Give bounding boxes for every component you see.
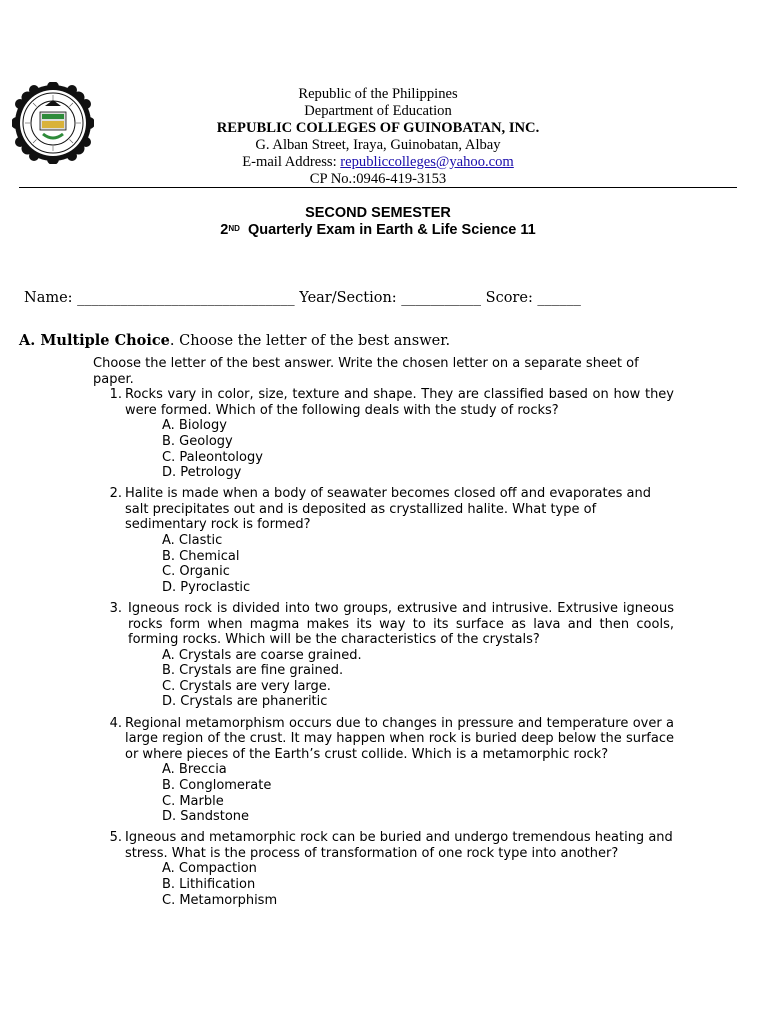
header-school-name: REPUBLIC COLLEGES OF GUINOBATAN, INC. xyxy=(216,119,540,136)
options-list xyxy=(162,648,674,710)
exam-title xyxy=(220,222,535,239)
options-list xyxy=(162,762,674,824)
section-a-heading xyxy=(19,331,450,351)
options-list xyxy=(162,861,674,908)
section-a-text: . Choose the letter of the best answer. xyxy=(169,333,451,349)
option-item: C. Paleontology xyxy=(162,449,263,465)
question-text: Igneous rock is divided into two groups, extrusive and intrusive. Extrusive igneous rocks form when magma makes its way to its surface as lava and then cools, forming rocks. Which will be the characteristics of the crystals? xyxy=(128,600,674,648)
semester-title: SECOND SEMESTER xyxy=(305,205,451,221)
letterhead xyxy=(150,86,606,187)
question-text: Igneous and metamorphic rock can be buried and undergo tremendous heating and stress. What is the process of transformation of one rock type into another? xyxy=(125,830,673,861)
question-3 xyxy=(93,601,674,648)
question-text: Regional metamorphism occurs due to changes in pressure and temperature over a large region of the crust. It may happen when rock is buried deep below the surface or where pieces of the Earth’s crust collide. Which is a metamorphic rock? xyxy=(125,715,674,762)
question-4 xyxy=(93,716,674,763)
header-phone: CP No.:0946-419-3153 xyxy=(309,170,447,187)
section-a-label: A. Multiple Choice xyxy=(19,332,170,349)
question-1 xyxy=(93,387,674,418)
exam-heading xyxy=(0,205,756,239)
header-address: G. Alban Street, Iraya, Guinobatan, Albay xyxy=(255,136,501,153)
question-2 xyxy=(93,486,674,533)
question-number: 5. xyxy=(109,830,122,846)
question-number: 2. xyxy=(109,486,122,502)
question-number: 4. xyxy=(109,715,122,731)
option-item: B. Conglomerate xyxy=(162,777,272,793)
option-item: A. Breccia xyxy=(162,762,227,778)
option-item: B. Lithification xyxy=(162,877,256,892)
option-item: C. Marble xyxy=(162,793,224,809)
school-seal-logo xyxy=(12,82,94,164)
header-republic: Republic of the Philippines xyxy=(298,86,458,102)
option-item: C. Crystals are very large. xyxy=(162,678,331,694)
email-link[interactable]: republiccolleges@yahoo.com xyxy=(340,153,514,170)
exam-title-text: Quarterly Exam in Earth & Life Science 11 xyxy=(247,222,536,238)
option-item: B. Crystals are fine grained. xyxy=(162,663,344,679)
option-item: A. Biology xyxy=(162,418,227,434)
question-5 xyxy=(93,830,674,861)
student-info-row: Name: ______________________________ Year/Section: ___________ Score: ______ xyxy=(24,290,581,306)
exam-number: 2 xyxy=(220,222,229,238)
email-label: E-mail Address: xyxy=(242,153,341,170)
option-item: A. Clastic xyxy=(162,533,223,549)
questions-content xyxy=(93,356,674,908)
option-item: D. Sandstone xyxy=(162,809,250,825)
option-item: D. Petrology xyxy=(162,465,242,481)
exam-number-suffix: ND xyxy=(228,224,240,233)
option-item: A. Crystals are coarse grained. xyxy=(162,647,362,663)
option-item: B. Chemical xyxy=(162,548,240,564)
option-item: D. Crystals are phaneritic xyxy=(162,694,328,710)
header-divider xyxy=(19,187,737,188)
question-text: Rocks vary in color, size, texture and shape. They are classified based on how they were formed. Which of the following deals with the study of rocks? xyxy=(125,387,674,418)
option-item: C. Organic xyxy=(162,564,230,580)
question-number: 1. xyxy=(109,387,122,403)
header-department: Department of Education xyxy=(304,102,452,119)
instructions: Choose the letter of the best answer. Write the chosen letter on a separate sheet of paper. xyxy=(93,356,639,387)
options-list xyxy=(162,418,674,480)
option-item: D. Pyroclastic xyxy=(162,579,251,595)
option-item: C. Metamorphism xyxy=(162,892,278,908)
option-item: B. Geology xyxy=(162,433,233,449)
option-item: A. Compaction xyxy=(162,861,257,877)
header-email-row xyxy=(150,154,606,171)
question-text: Halite is made when a body of seawater becomes closed off and evaporates and salt precipitates out and is deposited as crystallized halite. What type of sedimentary rock is formed? xyxy=(125,486,651,533)
options-list xyxy=(162,533,674,595)
question-number: 3. xyxy=(109,600,122,616)
